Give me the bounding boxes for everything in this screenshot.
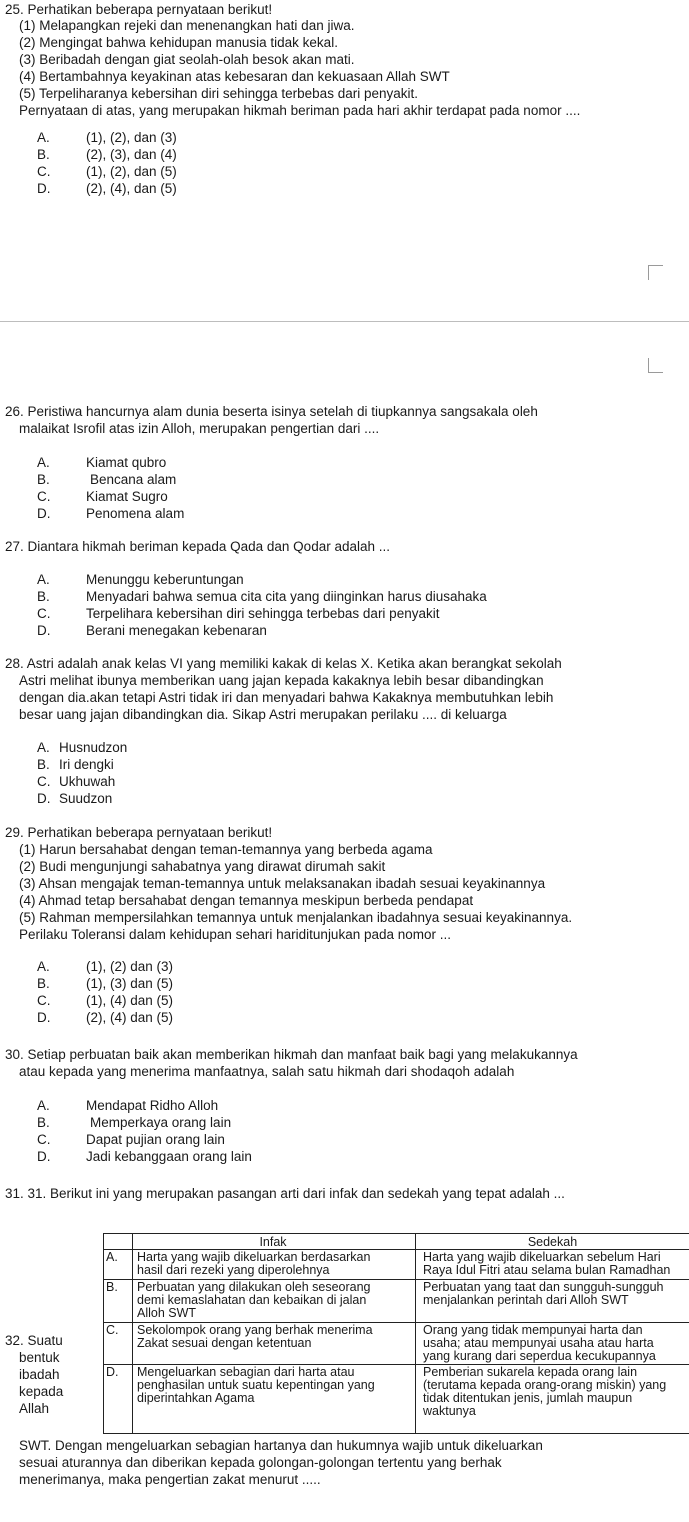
q29-option-d-letter: D. xyxy=(37,1010,51,1025)
table-row-d-sedekah-2: (terutama kepada orang-orang miskin) yang xyxy=(423,1378,667,1392)
table-row-d-infak-1: Mengeluarkan sebagian dari harta atau xyxy=(137,1365,355,1379)
table-row-c-sedekah-3: yang kurang dari seperdua kecukupannya xyxy=(423,1349,656,1363)
table-row-c-infak-1: Sekolompok orang yang berhak menerima xyxy=(137,1323,373,1337)
table-row-c-letter: C. xyxy=(106,1323,119,1337)
q25-statement-5: (5) Terpeliharanya kebersihan diri sehingga terbebas dari penyakit. xyxy=(19,86,418,101)
q30-option-b-letter: B. xyxy=(37,1115,50,1130)
q25-statement-4: (4) Bertambahnya keyakinan atas kebesaran dan kekuasaan Allah SWT xyxy=(19,69,450,84)
q28-option-a-letter: A. xyxy=(37,740,50,755)
table-header-sedekah: Sedekah xyxy=(527,1235,578,1249)
q25-option-b-letter: B. xyxy=(37,147,50,162)
q25-option-a-letter: A. xyxy=(37,130,50,145)
crop-mark-top xyxy=(648,265,663,280)
q32-side-1: 32. Suatu xyxy=(5,1333,63,1348)
q25-statement-3: (3) Beribadah dengan giat seolah-olah besok akan mati. xyxy=(19,52,355,67)
q31-stem: 31. 31. Berikut ini yang merupakan pasangan arti dari infak dan sedekah yang tepat adalah ... xyxy=(5,1186,565,1201)
q30-option-a[interactable]: Mendapat Ridho Alloh xyxy=(86,1098,219,1113)
table-row-d-infak-3: diperintahkan Agama xyxy=(137,1391,255,1405)
q28-stem-line-4: besar uang jajan dibandingkan dia. Sikap Astri merupakan perilaku .... di keluarga xyxy=(19,707,507,722)
q32-side-4: kepada xyxy=(19,1384,64,1399)
q25-stem: 25. Perhatikan beberapa pernyataan berikut! xyxy=(5,2,273,17)
q32-side-2: bentuk xyxy=(19,1350,60,1365)
q26-option-a-letter: A. xyxy=(37,455,50,470)
q29-statement-1: (1) Harun bersahabat dengan teman-temannya yang berbeda agama xyxy=(19,842,433,857)
q25-question: Pernyataan di atas, yang merupakan hikmah beriman pada hari akhir terdapat pada nomor .... xyxy=(19,103,581,118)
q32-line-1: SWT. Dengan mengeluarkan sebagian hartanya dan hukumnya wajib untuk dikeluarkan xyxy=(19,1438,543,1453)
table-row-b-sedekah-2: menjalankan perintah dari Alloh SWT xyxy=(423,1293,629,1307)
q27-option-b-letter: B. xyxy=(37,589,50,604)
q26-option-d[interactable]: Penomena alam xyxy=(86,506,185,521)
q30-option-a-letter: A. xyxy=(37,1098,50,1113)
q27-option-c[interactable]: Terpelihara kebersihan diri sehingga terbebas dari penyakit xyxy=(86,606,440,621)
q27-option-c-letter: C. xyxy=(37,606,51,621)
q30-stem-line-2: atau kepada yang menerima manfaatnya, salah satu hikmah dari shodaqoh adalah xyxy=(19,1064,515,1079)
q27-stem: 27. Diantara hikmah beriman kepada Qada dan Qodar adalah ... xyxy=(5,539,390,554)
q28-option-d[interactable]: Suudzon xyxy=(59,791,113,806)
q27-option-d-letter: D. xyxy=(37,623,51,638)
crop-mark-bottom xyxy=(648,358,663,373)
table-row-a-sedekah-1: Harta yang wajib dikeluarkan sebelum Hari xyxy=(423,1250,661,1264)
q30-option-d[interactable]: Jadi kebanggaan orang lain xyxy=(86,1149,252,1164)
table-header-infak: Infak xyxy=(259,1235,287,1249)
q29-option-a-letter: A. xyxy=(37,959,50,974)
q29-option-d[interactable]: (2), (4) dan (5) xyxy=(86,1010,174,1025)
table-column-divider xyxy=(415,1234,416,1434)
q28-option-c[interactable]: Ukhuwah xyxy=(59,774,116,789)
q26-option-a[interactable]: Kiamat qubro xyxy=(86,455,167,470)
q29-statement-3: (3) Ahsan mengajak teman-temannya untuk melaksanakan ibadah sesuai keyakinannya xyxy=(19,876,546,891)
q28-option-b[interactable]: Iri dengki xyxy=(59,757,114,772)
q29-stem: 29. Perhatikan beberapa pernyataan berikut! xyxy=(5,825,273,840)
q29-option-b[interactable]: (1), (3) dan (5) xyxy=(86,976,174,991)
table-row-b-sedekah-1: Perbuatan yang taat dan sungguh-sungguh xyxy=(423,1280,664,1294)
q28-stem-line-1: 28. Astri adalah anak kelas VI yang memiliki kakak di kelas X. Ketika akan berangkat sekolah xyxy=(5,656,562,671)
q26-option-b[interactable]: Bencana alam xyxy=(90,472,177,487)
q25-option-d[interactable]: (2), (4), dan (5) xyxy=(86,181,177,196)
table-row-d-letter: D. xyxy=(106,1365,119,1379)
table-row-a-infak-2: hasil dari rezeki yang diperolehnya xyxy=(137,1263,330,1277)
table-row-d-sedekah-1: Pemberian sukarela kepada orang lain xyxy=(423,1365,638,1379)
q29-option-c[interactable]: (1), (4) dan (5) xyxy=(86,993,174,1008)
q29-statement-2: (2) Budi mengunjungi sahabatnya yang dirawat dirumah sakit xyxy=(19,859,386,874)
table-row-b-infak-1: Perbuatan yang dilakukan oleh seseorang xyxy=(137,1280,371,1294)
q28-stem-line-2: Astri melihat ibunya memberikan uang jajan kepada kakaknya lebih besar dibandingkan xyxy=(19,673,544,688)
q27-option-a[interactable]: Menunggu keberuntungan xyxy=(86,572,244,587)
q27-option-d[interactable]: Berani menegakan kebenaran xyxy=(86,623,267,638)
table-row-d-infak-2: penghasilan untuk suatu kepentingan yang xyxy=(137,1378,375,1392)
q27-option-a-letter: A. xyxy=(37,572,50,587)
q32-side-5: Allah xyxy=(19,1401,50,1416)
table-row-b-infak-2: demi kemaslahatan dan kebaikan di jalan xyxy=(137,1293,367,1307)
q26-stem-line-2: malaikat Isrofil atas izin Alloh, merupakan pengertian dari .... xyxy=(19,421,380,436)
q32-side-3: ibadah xyxy=(19,1367,60,1382)
table-row-a-letter: A. xyxy=(106,1250,118,1264)
table-row-b-infak-3: Alloh SWT xyxy=(137,1306,197,1320)
q29-option-c-letter: C. xyxy=(37,993,51,1008)
table-bottom-border xyxy=(103,1433,689,1434)
table-row-c-sedekah-1: Orang yang tidak mempunyai harta dan xyxy=(423,1323,643,1337)
q25-option-b[interactable]: (2), (3), dan (4) xyxy=(86,147,177,162)
q28-option-b-letter: B. xyxy=(37,757,50,772)
q26-option-c[interactable]: Kiamat Sugro xyxy=(86,489,168,504)
q28-option-c-letter: C. xyxy=(37,774,51,789)
table-row-c-sedekah-2: usaha; atau mempunyai usaha atau harta xyxy=(423,1336,654,1350)
table-row-d-sedekah-3: tidak ditentukan jenis, jumlah maupun xyxy=(423,1391,633,1405)
table-row-a-infak-1: Harta yang wajib dikeluarkan berdasarkan xyxy=(137,1250,371,1264)
q25-option-d-letter: D. xyxy=(37,181,51,196)
q26-option-d-letter: D. xyxy=(37,506,51,521)
table-row-d-sedekah-4: waktunya xyxy=(423,1404,476,1418)
q25-option-c[interactable]: (1), (2), dan (5) xyxy=(86,164,177,179)
q32-line-3: menerimanya, maka pengertian zakat menurut ..... xyxy=(19,1472,321,1487)
q30-option-d-letter: D. xyxy=(37,1149,51,1164)
table-row-a-sedekah-2: Raya Idul Fitri atau selama bulan Ramadhan xyxy=(423,1263,671,1277)
q25-option-c-letter: C. xyxy=(37,164,51,179)
q29-option-a[interactable]: (1), (2) dan (3) xyxy=(86,959,174,974)
q30-stem-line-1: 30. Setiap perbuatan baik akan memberikan hikmah dan manfaat baik bagi yang melakukannya xyxy=(5,1047,578,1062)
q30-option-c[interactable]: Dapat pujian orang lain xyxy=(86,1132,225,1147)
q32-line-2: sesuai aturannya dan diberikan kepada golongan-golongan tertentu yang berhak xyxy=(19,1455,502,1470)
q25-statement-1: (1) Melapangkan rejeki dan menenangkan hati dan jiwa. xyxy=(19,18,355,33)
q25-statement-2: (2) Mengingat bahwa kehidupan manusia tidak kekal. xyxy=(19,35,338,50)
infak-sedekah-table xyxy=(103,1233,689,1434)
q26-option-b-letter: B. xyxy=(37,472,50,487)
q28-option-d-letter: D. xyxy=(37,791,51,806)
q28-stem-line-3: dengan dia.akan tetapi Astri tidak iri dan menyadari bahwa Kakaknya membutuhkan lebih xyxy=(19,690,554,705)
q29-statement-4: (4) Ahmad tetap bersahabat dengan temannya meskipun berbeda pendapat xyxy=(19,893,474,908)
q26-option-c-letter: C. xyxy=(37,489,51,504)
q28-option-a[interactable]: Husnudzon xyxy=(59,740,128,755)
q29-question: Perilaku Toleransi dalam kehidupan sehari hariditunjukan pada nomor ... xyxy=(19,927,452,942)
q29-option-b-letter: B. xyxy=(37,976,50,991)
q30-option-c-letter: C. xyxy=(37,1132,51,1147)
table-row-b-letter: B. xyxy=(106,1280,118,1294)
page-divider xyxy=(0,321,689,322)
q29-statement-5: (5) Rahman mempersilahkan temannya untuk menjalankan ibadahnya sesuai keyakinannya. xyxy=(19,910,573,925)
table-row-c-infak-2: Zakat sesuai dengan ketentuan xyxy=(137,1336,312,1350)
q27-option-b[interactable]: Menyadari bahwa semua cita cita yang diinginkan harus diusahaka xyxy=(86,589,487,604)
q30-option-b[interactable]: Memperkaya orang lain xyxy=(90,1115,232,1130)
q25-option-a[interactable]: (1), (2), dan (3) xyxy=(86,130,177,145)
q26-stem-line-1: 26. Peristiwa hancurnya alam dunia beserta isinya setelah di tiupkannya sangsakala oleh xyxy=(5,404,538,419)
